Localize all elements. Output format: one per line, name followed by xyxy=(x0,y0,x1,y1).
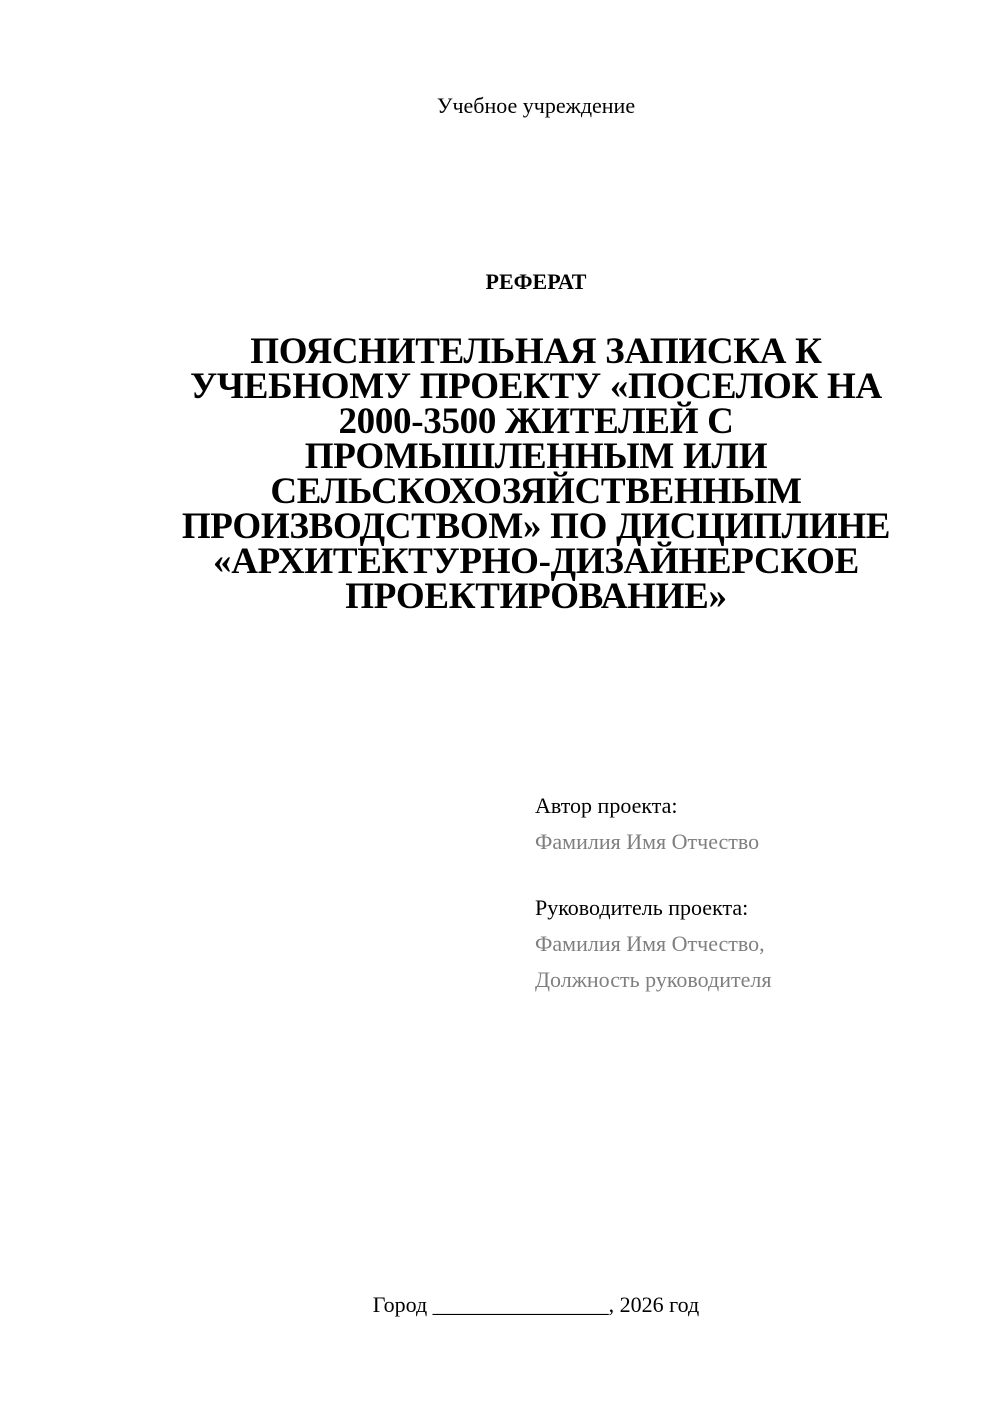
signature-block xyxy=(535,788,975,998)
city-year-line: Город ________________, 2026 год xyxy=(372,1292,700,1317)
title-line: ПРОМЫШЛЕННЫМ ИЛИ xyxy=(304,436,768,477)
supervisor-position: Должность руководителя xyxy=(535,967,772,992)
author-name: Фамилия Имя Отчество xyxy=(535,829,760,854)
supervisor-block xyxy=(535,890,975,998)
document-title xyxy=(150,331,922,617)
document-type: РЕФЕРАТ xyxy=(485,269,587,294)
title-line: ПРОИЗВОДСТВОМ» ПО ДИСЦИПЛИНЕ xyxy=(181,506,891,547)
author-label: Автор проекта: xyxy=(535,793,678,818)
supervisor-label: Руководитель проекта: xyxy=(535,895,749,920)
title-line: 2000-3500 ЖИТЕЛЕЙ С xyxy=(338,401,734,442)
author-block xyxy=(535,788,975,860)
supervisor-name: Фамилия Имя Отчество, xyxy=(535,931,765,956)
title-line: «АРХИТЕКТУРНО-ДИЗАЙНЕРСКОЕ xyxy=(213,541,859,582)
title-line: ПРОЕКТИРОВАНИЕ» xyxy=(345,576,727,617)
institution-name: Учебное учреждение xyxy=(436,93,636,118)
title-line: СЕЛЬСКОХОЗЯЙСТВЕННЫМ xyxy=(270,471,802,512)
title-line: ПОЯСНИТЕЛЬНАЯ ЗАПИСКА К xyxy=(250,331,822,372)
title-line: УЧЕБНОМУ ПРОЕКТУ «ПОСЕЛОК НА xyxy=(190,366,882,407)
